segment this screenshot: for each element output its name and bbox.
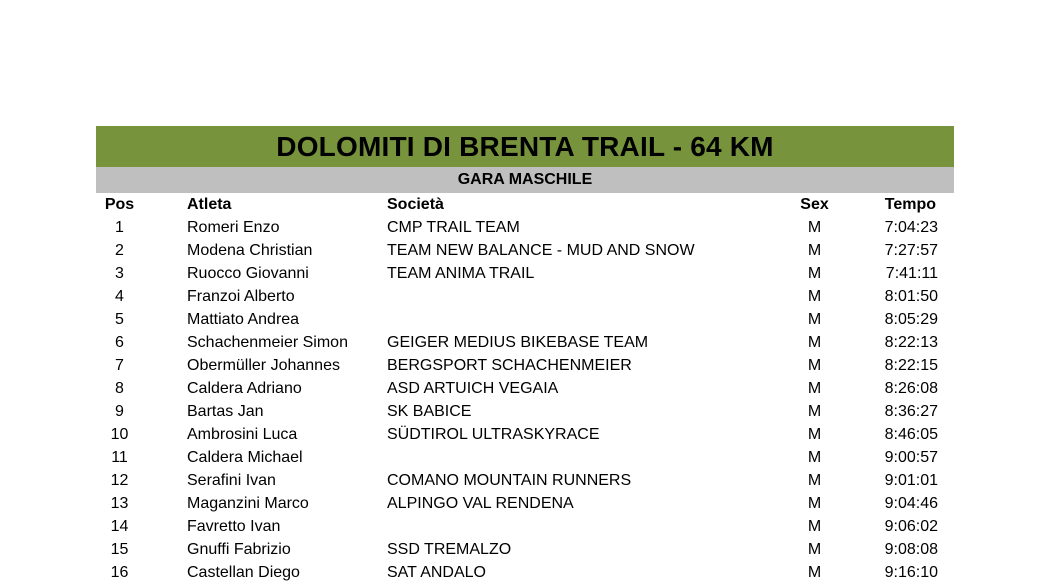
cell-pos: 5: [115, 310, 124, 328]
cell-tempo: 8:01:50: [884, 287, 938, 305]
cell-societa: TEAM NEW BALANCE - MUD AND SNOW: [387, 241, 695, 259]
table-row: [96, 262, 954, 285]
cell-pos: 9: [115, 402, 124, 420]
cell-pos: 1: [115, 218, 124, 236]
table-row: [96, 538, 954, 561]
cell-sex: M: [807, 540, 822, 558]
cell-pos: 6: [115, 333, 124, 351]
table-row: [96, 377, 954, 400]
cell-atleta: Schachenmeier Simon: [187, 333, 348, 351]
cell-atleta: Modena Christian: [187, 241, 313, 259]
table-row: [96, 446, 954, 469]
cell-societa: TEAM ANIMA TRAIL: [387, 264, 535, 282]
cell-societa: ALPINGO VAL RENDENA: [387, 494, 574, 512]
cell-tempo: 7:27:57: [884, 241, 938, 259]
cell-sex: M: [807, 425, 822, 443]
cell-societa: [387, 285, 782, 308]
cell-tempo: 9:16:10: [884, 563, 938, 581]
table-row: [96, 400, 954, 423]
cell-sex: M: [807, 494, 822, 512]
table-row: [96, 239, 954, 262]
cell-sex: M: [807, 448, 822, 466]
cell-pos: 7: [115, 356, 124, 374]
cell-societa: CMP TRAIL TEAM: [387, 218, 520, 236]
cell-atleta: Caldera Adriano: [187, 379, 302, 397]
header-row: [96, 193, 954, 216]
cell-atleta: Ambrosini Luca: [187, 425, 298, 443]
col-header-sex: Sex: [800, 195, 829, 213]
cell-pos: 13: [110, 494, 129, 512]
cell-sex: M: [807, 218, 822, 236]
cell-atleta: Romeri Enzo: [187, 218, 280, 236]
race-category: GARA MASCHILE: [96, 167, 954, 193]
col-header-societa: Società: [387, 195, 444, 213]
cell-atleta: Bartas Jan: [187, 402, 264, 420]
cell-tempo: 9:06:02: [884, 517, 938, 535]
cell-pos: 3: [115, 264, 124, 282]
cell-sex: M: [807, 379, 822, 397]
col-header-atleta: Atleta: [187, 195, 232, 213]
cell-atleta: Mattiato Andrea: [187, 310, 300, 328]
cell-tempo: 8:36:27: [884, 402, 938, 420]
results-table: [96, 193, 954, 584]
cell-atleta: Favretto Ivan: [187, 517, 281, 535]
cell-sex: M: [807, 333, 822, 351]
cell-pos: 15: [110, 540, 129, 558]
cell-sex: M: [807, 310, 822, 328]
cell-tempo: 8:26:08: [884, 379, 938, 397]
cell-sex: M: [807, 563, 822, 581]
table-row: [96, 561, 954, 584]
table-row: [96, 308, 954, 331]
cell-sex: M: [807, 356, 822, 374]
cell-societa: BERGSPORT SCHACHENMEIER: [387, 356, 632, 374]
cell-sex: M: [807, 287, 822, 305]
col-header-pos: Pos: [104, 195, 135, 213]
cell-societa: SK BABICE: [387, 402, 472, 420]
table-row: [96, 469, 954, 492]
cell-pos: 12: [110, 471, 129, 489]
cell-pos: 4: [115, 287, 124, 305]
cell-pos: 8: [115, 379, 124, 397]
cell-tempo: 8:22:15: [884, 356, 938, 374]
cell-societa: [387, 515, 782, 538]
cell-tempo: 7:41:11: [885, 264, 938, 282]
cell-atleta: Serafini Ivan: [187, 471, 276, 489]
table-row: [96, 354, 954, 377]
table-row: [96, 423, 954, 446]
cell-societa: SSD TREMALZO: [387, 540, 512, 558]
cell-societa: ASD ARTUICH VEGAIA: [387, 379, 559, 397]
cell-atleta: Gnuffi Fabrizio: [187, 540, 291, 558]
cell-pos: 14: [110, 517, 129, 535]
cell-tempo: 9:08:08: [884, 540, 938, 558]
cell-societa: [387, 446, 782, 469]
table-row: [96, 216, 954, 239]
cell-societa: GEIGER MEDIUS BIKEBASE TEAM: [387, 333, 649, 351]
cell-sex: M: [807, 264, 822, 282]
cell-tempo: 9:01:01: [884, 471, 938, 489]
cell-tempo: 8:05:29: [884, 310, 938, 328]
results-sheet: [96, 126, 954, 584]
cell-tempo: 8:22:13: [884, 333, 938, 351]
cell-atleta: Obermüller Johannes: [187, 356, 340, 374]
cell-tempo: 9:00:57: [884, 448, 938, 466]
cell-pos: 2: [115, 241, 124, 259]
cell-societa: SÜDTIROL ULTRASKYRACE: [387, 425, 600, 443]
table-row: [96, 285, 954, 308]
col-header-tempo: Tempo: [884, 195, 936, 213]
cell-sex: M: [807, 241, 822, 259]
table-row: [96, 492, 954, 515]
cell-atleta: Ruocco Giovanni: [187, 264, 309, 282]
cell-sex: M: [807, 517, 822, 535]
table-row: [96, 515, 954, 538]
cell-pos: 16: [110, 563, 129, 581]
cell-atleta: Franzoi Alberto: [187, 287, 295, 305]
cell-tempo: 9:04:46: [884, 494, 938, 512]
cell-atleta: Castellan Diego: [187, 563, 300, 581]
cell-pos: 11: [111, 448, 128, 466]
cell-societa: [387, 308, 782, 331]
cell-tempo: 8:46:05: [884, 425, 938, 443]
cell-pos: 10: [110, 425, 129, 443]
cell-societa: COMANO MOUNTAIN RUNNERS: [387, 471, 632, 489]
cell-atleta: Caldera Michael: [187, 448, 303, 466]
cell-sex: M: [807, 471, 822, 489]
cell-atleta: Maganzini Marco: [187, 494, 309, 512]
cell-societa: SAT ANDALO: [387, 563, 486, 581]
table-row: [96, 331, 954, 354]
race-title: DOLOMITI DI BRENTA TRAIL - 64 KM: [96, 126, 954, 167]
cell-sex: M: [807, 402, 822, 420]
cell-tempo: 7:04:23: [884, 218, 938, 236]
